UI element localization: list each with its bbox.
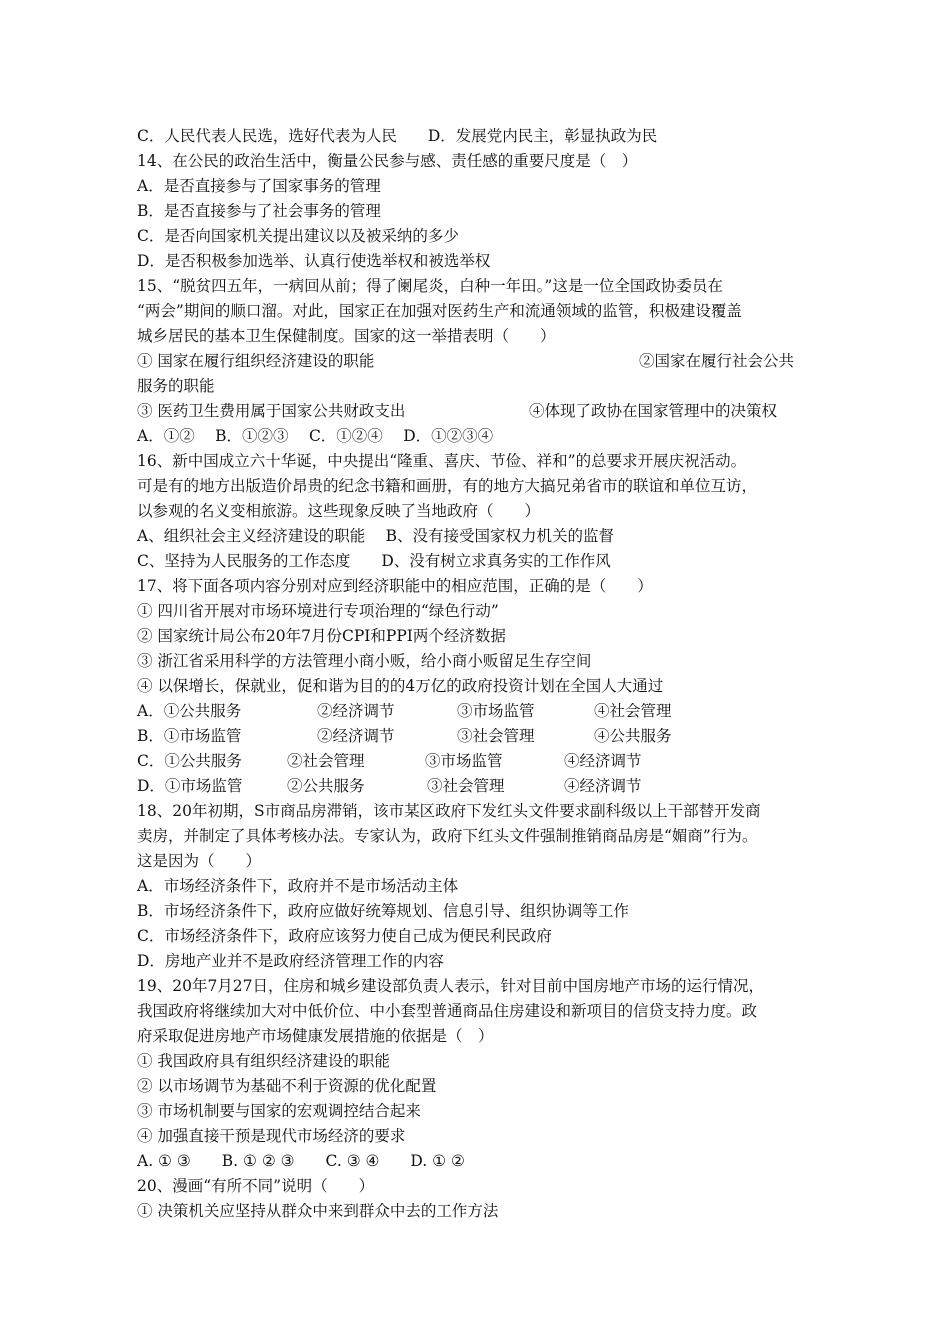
q18-option-a: A．市场经济条件下，政府并不是市场活动主体 [137, 877, 459, 895]
q19-stem-line-2: 我国政府将继续加大对中低价位、中小套型普通商品住房建设和新项目的信贷支持力度。政 [137, 1002, 758, 1020]
q19-item-1: ① 我国政府具有组织经济建设的职能 [137, 1052, 390, 1070]
q19-item-3: ③ 市场机制要与国家的宏观调控结合起来 [137, 1102, 421, 1120]
q17-option-c-col-3: ③市场监管 [425, 752, 503, 770]
q15-item-2: ②国家在履行社会公共 [639, 352, 795, 370]
q16-stem-line-3: 以参观的名义变相旅游。这些现象反映了当地政府（ ） [137, 502, 541, 520]
q18-option-b: B．市场经济条件下，政府应做好统筹规划、信息引导、组织协调等工作 [137, 902, 629, 920]
q17-option-a-col-4: ④社会管理 [594, 702, 672, 720]
q17-option-b-col-4: ④公共服务 [594, 727, 672, 745]
q14-option-a: A．是否直接参与了国家事务的管理 [137, 177, 381, 195]
q17-option-b-col-3: ③社会管理 [457, 727, 535, 745]
q16-options-a-b: A、组织社会主义经济建设的职能 B、没有接受国家权力机关的监督 [137, 527, 615, 545]
q17-stem: 17、将下面各项内容分别对应到经济职能中的相应范围，正确的是（ ） [137, 577, 653, 595]
q17-option-a [137, 701, 837, 721]
q17-option-d-col-4: ④经济调节 [564, 777, 642, 795]
q19-options: A. ① ③ B. ① ② ③ C. ③ ④ D. ① ② [137, 1152, 465, 1170]
q15-stem-line-2: “两会”期间的顺口溜。对此，国家正在加强对医药生产和流通领域的监管，积极建设覆盖 [137, 302, 742, 320]
q18-stem-line-1: 18、20年初期，S市商品房滞销，该市某区政府下发红头文件要求副科级以上干部替开发商 [137, 802, 761, 820]
q19-item-4: ④ 加强直接干预是现代市场经济的要求 [137, 1127, 406, 1145]
q17-option-a-col-1: A．①公共服务 [137, 702, 242, 720]
q17-option-d-col-2: ②公共服务 [287, 777, 365, 795]
q17-option-c-col-2: ②社会管理 [287, 752, 365, 770]
q15-options: A．①② B．①②③ C．①②④ D．①②③④ [137, 427, 494, 445]
q15-item-3: ③ 医药卫生费用属于国家公共财政支出 [137, 402, 406, 420]
q18-option-c: C．市场经济条件下，政府应该努力使自己成为便民利民政府 [137, 927, 552, 945]
q17-item-3: ③ 浙江省采用科学的方法管理小商小贩，给小商小贩留足生存空间 [137, 652, 592, 670]
q14-option-d: D．是否积极参加选举、认真行使选举权和被选举权 [137, 252, 491, 270]
q15-item-1-2 [137, 351, 837, 371]
q19-stem-line-3: 府采取促进房地产市场健康发展措施的依据是（ ） [137, 1027, 494, 1045]
q17-item-2: ② 国家统计局公布20年7月份CPI和PPI两个经济数据 [137, 627, 506, 645]
q20-stem: 20、漫画“有所不同”说明（ ） [137, 1177, 375, 1195]
q17-option-c-col-1: C．①公共服务 [137, 752, 242, 770]
q19-item-2: ② 以市场调节为基础不利于资源的优化配置 [137, 1077, 437, 1095]
q18-stem-line-2: 卖房，并制定了具体考核办法。专家认为，政府下红头文件强制推销商品房是“媚商”行为。 [137, 827, 758, 845]
q15-item-3-4 [137, 401, 837, 421]
q19-stem-line-1: 19、20年7月27日，住房和城乡建设部负责人表示，针对目前中国房地产市场的运行情况， [137, 977, 765, 995]
q15-item-4: ④体现了政协在国家管理中的决策权 [529, 402, 778, 420]
q17-option-b-col-2: ②经济调节 [317, 727, 395, 745]
q17-option-b-col-1: B．①市场监管 [137, 727, 242, 745]
q13-option-c-d: C．人民代表人民选，选好代表为人民 D．发展党内民主，彰显执政为民 [137, 127, 658, 145]
q17-item-4: ④ 以保增长，保就业，促和谐为目的的4万亿的政府投资计划在全国人大通过 [137, 677, 664, 695]
q15-item-2-cont: 服务的职能 [137, 377, 215, 395]
q15-item-1: ① 国家在履行组织经济建设的职能 [137, 352, 375, 370]
q15-stem-line-3: 城乡居民的基本卫生保健制度。国家的这一举措表明（ ） [137, 327, 556, 345]
q18-option-d: D．房地产业并不是政府经济管理工作的内容 [137, 952, 444, 970]
q14-stem: 14、在公民的政治生活中，衡量公民参与感、责任感的重要尺度是（ ） [137, 152, 638, 170]
q17-option-a-col-2: ②经济调节 [317, 702, 395, 720]
q14-option-c: C．是否向国家机关提出建议以及被采纳的多少 [137, 227, 459, 245]
q16-stem-line-1: 16、新中国成立六十华诞，中央提出“隆重、喜庆、节俭、祥和”的总要求开展庆祝活动。 [137, 452, 747, 470]
q18-stem-line-3: 这是因为（ ） [137, 852, 262, 870]
q17-option-d-col-3: ③社会管理 [427, 777, 505, 795]
q17-option-a-col-3: ③市场监管 [457, 702, 535, 720]
q17-option-b [137, 726, 837, 746]
q15-stem-line-1: 15、“脱贫四五年，一病回从前；得了阑尾炎，白种一年田。”这是一位全国政协委员在 [137, 277, 723, 295]
q17-option-c-col-4: ④经济调节 [564, 752, 642, 770]
q17-item-1: ① 四川省开展对市场环境进行专项治理的“绿色行动” [137, 602, 499, 620]
q20-item-1: ① 决策机关应坚持从群众中来到群众中去的工作方法 [137, 1202, 499, 1220]
q16-stem-line-2: 可是有的地方出版造价昂贵的纪念书籍和画册，有的地方大搞兄弟省市的联谊和单位互访， [137, 477, 758, 495]
q14-option-b: B．是否直接参与了社会事务的管理 [137, 202, 381, 220]
q16-options-c-d: C、坚持为人民服务的工作态度 D、没有树立求真务实的工作作风 [137, 552, 611, 570]
q17-option-d [137, 776, 837, 796]
q17-option-d-col-1: D．①市场监管 [137, 777, 243, 795]
q17-option-c [137, 751, 837, 771]
